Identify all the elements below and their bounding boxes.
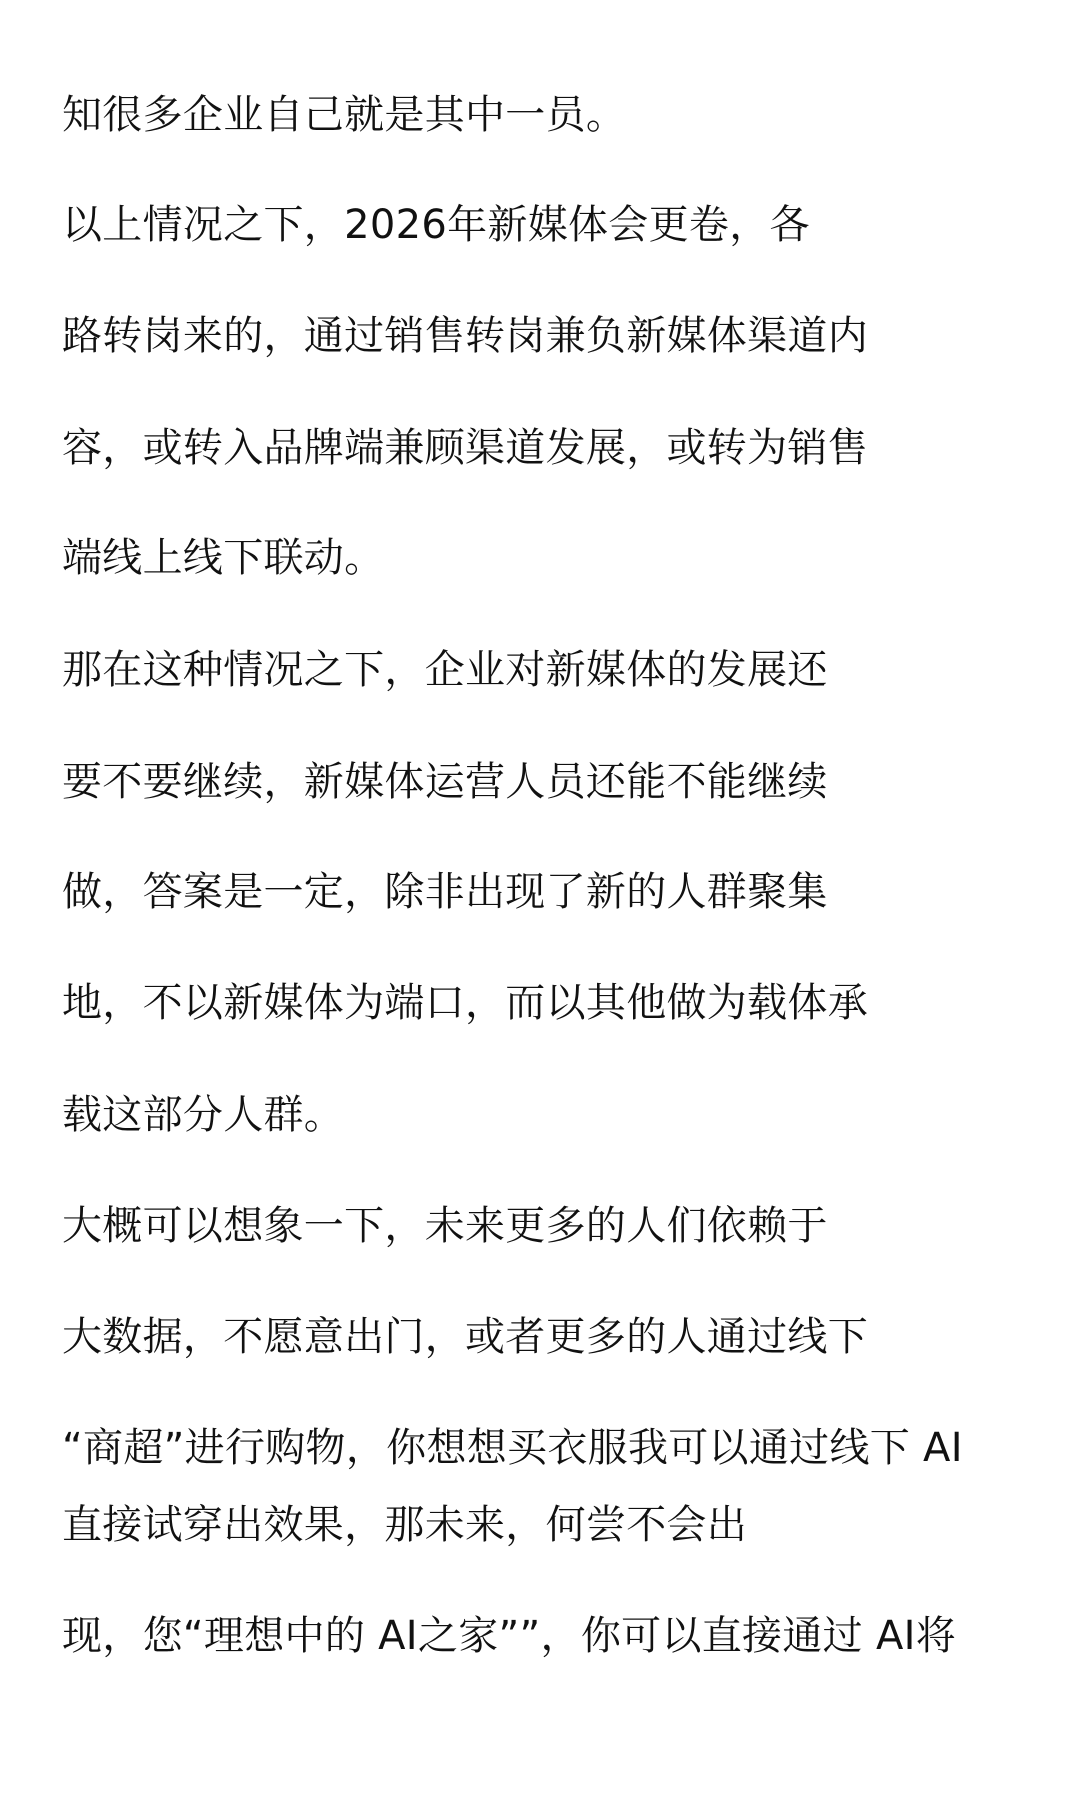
paragraph-line: 路转岗来的，通过销售转岗兼负新媒体渠道内 [62, 313, 868, 359]
paragraph-line: 以上情况之下，2026年新媒体会更卷，各 [62, 202, 810, 248]
paragraph-line: 直接试穿出效果，那未来，何尝不会出 [62, 1502, 748, 1548]
paragraph-line: 知很多企业自己就是其中一员。 [62, 92, 627, 138]
paragraph-line: “商超”进行购物，你想想买衣服我可以通过线下 AI [62, 1425, 963, 1471]
paragraph-line: 端线上线下联动。 [62, 535, 385, 581]
paragraph-line: 容，或转入品牌端兼顾渠道发展，或转为销售 [62, 425, 868, 471]
paragraph-line: 要不要继续，新媒体运营人员还能不能继续 [62, 759, 828, 805]
paragraph-line: 大概可以想象一下，未来更多的人们依赖于 [62, 1203, 828, 1249]
paragraph-line: 载这部分人群。 [62, 1092, 345, 1138]
paragraph-line: 地，不以新媒体为端口，而以其他做为载体承 [62, 980, 868, 1026]
paragraph-line: 那在这种情况之下，企业对新媒体的发展还 [62, 647, 828, 693]
paragraph-line: 大数据，不愿意出门，或者更多的人通过线下 [62, 1314, 868, 1360]
paragraph-line: 做，答案是一定，除非出现了新的人群聚集 [62, 869, 828, 915]
paragraph-line: 现，您“理想中的 AI之家””，你可以直接通过 AI将 [62, 1613, 957, 1659]
